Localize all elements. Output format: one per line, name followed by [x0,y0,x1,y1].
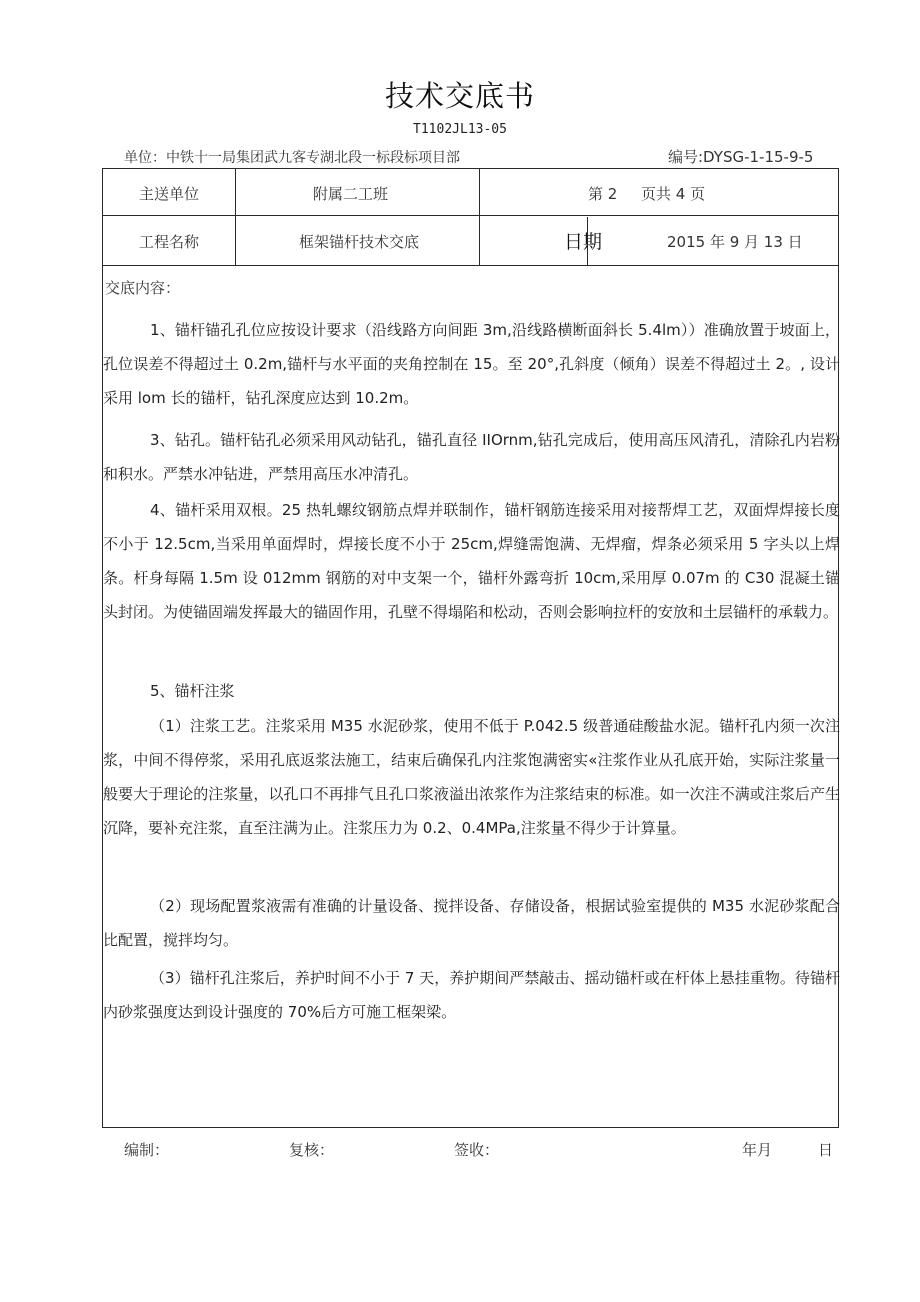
signature-year-month: 年月 [742,1141,773,1159]
content-paragraph: （3）锚杆孔注浆后，养护时间不小于 7 天，养护期间严禁敲击、摇动锚杆或在杆体上悬挂重物。待锚杆内砂浆强度达到设计强度的 70%后方可施工框架梁。 [103,969,840,1021]
content-paragraph: （2）现场配置浆液需有准确的计量设备、搅拌设备、存储设备，根据试验室提供的 M35 水泥砂浆配合比配置，搅拌均匀。 [103,897,840,949]
signature-day: 日 [818,1141,834,1159]
disclosure-table [102,168,839,1128]
recipient-label: 主送单位 [139,185,200,203]
content-paragraph: 4、锚杆采用双根。25 热轧螺纹钢筋点焊并联制作，锚杆钢筋连接采用对接帮焊工艺，双面焊焊接长度不小于 12.5cm,当采用单面焊时，焊接长度不小于 25cm,焊缝需饱满、无焊瘤，焊条必须采用 5 字头以上焊条。杆身每隔 1.5m 设 012mm 钢筋的对中支架一个，锚杆外露弯折 10cm,采用厚 0.07m 的 C30 混凝土锚头封闭。为使锚固端发挥最大的锚固作用，孔壁不得塌陷和松动，否则会影响拉杆的安放和土层锚杆的承载力。 [103,501,840,621]
receiver-signature-label: 签收： [454,1141,500,1159]
table-row-divider [103,265,838,266]
date-value: 2015 年 9 月 13 日 [667,233,803,251]
content-paragraph: 3、钻孔。锚杆钻孔必须采用风动钻孔，锚孔直径 IIOrnm,钻孔完成后，使用高压风清孔，清除孔内岩粉和积水。严禁水冲钻进，严禁用高压水冲清孔。 [103,431,840,483]
recipient-value: 附属二工班 [313,185,389,203]
project-name-label: 工程名称 [139,233,200,251]
document-title: 技术交底书 [384,79,535,113]
document-code: T1102JL13-05 [413,122,507,137]
table-column-divider [235,169,236,265]
page-number: 第 2 [588,185,618,203]
content-label: 交底内容： [105,279,181,297]
unit-line: 单位：中铁十一局集团武九客专湖北段一标段标项目部 [124,150,460,166]
reviewer-signature-label: 复核： [289,1141,335,1159]
table-row-divider [103,215,838,216]
document-number: 编号:DYSG-1-15-9-5 [668,148,814,166]
compiler-signature-label: 编制： [124,1141,170,1159]
table-column-divider [479,169,480,265]
content-paragraph: （1）注浆工艺。注浆采用 M35 水泥砂浆，使用不低于 P.042.5 级普通硅酸盐水泥。锚杆孔内须一次注浆，中间不得停浆，采用孔底返浆法施工，结束后确保孔内注浆饱满密实«注浆作业从孔底开始，实际注浆量一般要大于理论的注浆量，以孔口不再排气且孔口浆液溢出浓浆作为注浆结束的标准。如一次注不满或注浆后产生沉降，要补充注浆，直至注满为止。注浆压力为 0.2、0.4MPa,注浆量不得少于计算量。 [103,717,840,837]
content-paragraph: 5、锚杆注浆 [150,682,235,700]
date-label: 日期 [564,231,603,253]
page-total: 页共 4 页 [641,185,706,203]
content-paragraph: 1、锚杆锚孔孔位应按设计要求（沿线路方向间距 3m,沿线路横断面斜长 5.4lm））准确放置于坡面上，孔位误差不得超过土 0.2m,锚杆与水平面的夹角控制在 15。至 20°,孔斜度（倾角）误差不得超过土 2。, 设计采用 lom 长的锚杆，钻孔深度应达到 10.2m。 [103,321,840,407]
project-name-value: 框架锚杆技术交底 [299,233,420,251]
